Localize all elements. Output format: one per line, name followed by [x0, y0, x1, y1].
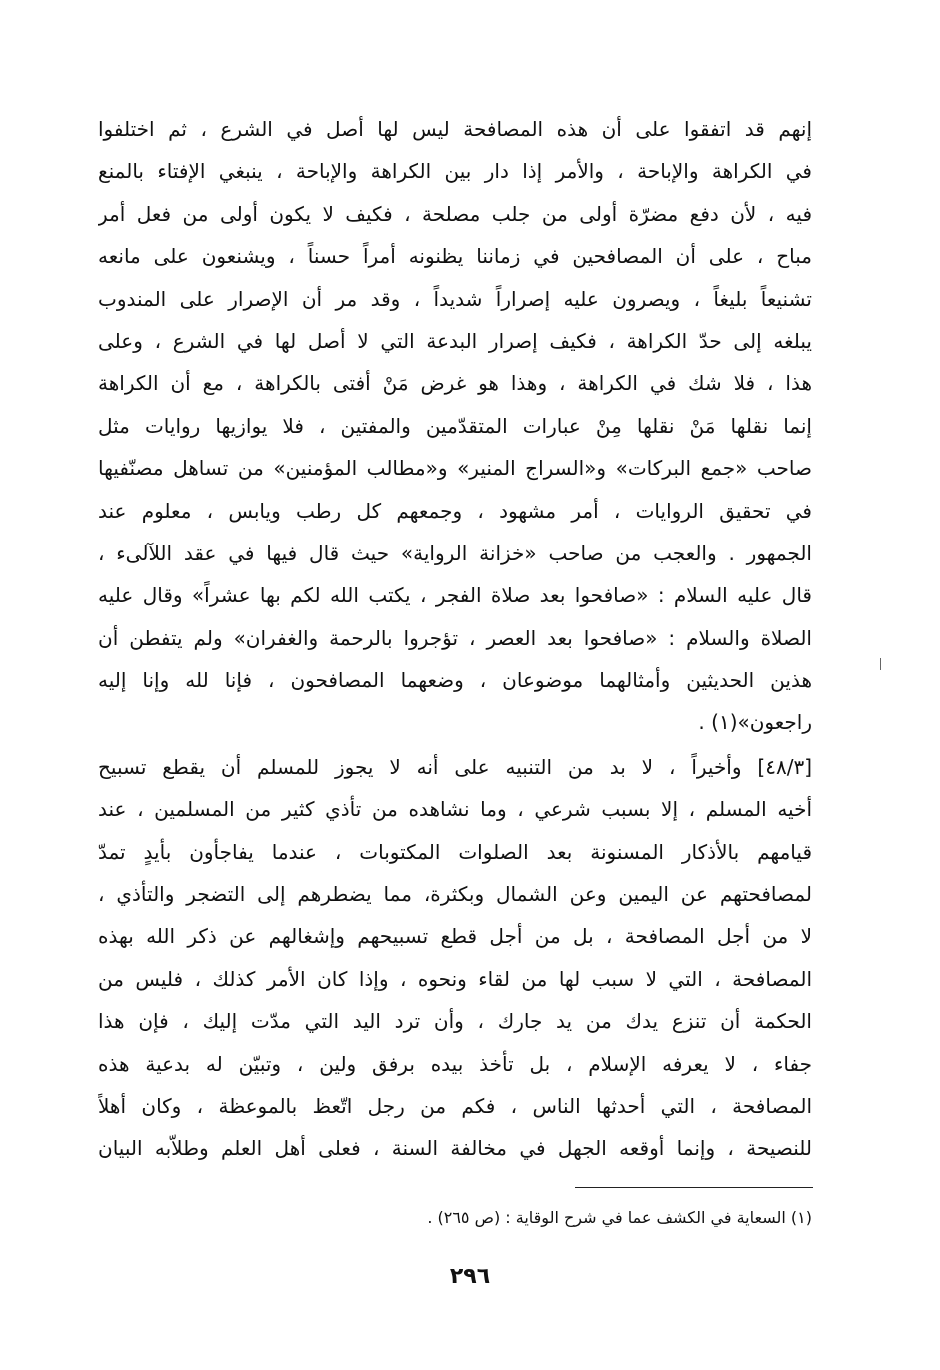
text-line: قال عليه السلام : «صافحوا بعد صلاة الفجر ، يكتب الله لكم بها عشراً» وقال عليه — [98, 583, 812, 608]
text-line: لا من أجل المصافحة ، بل من أجل قطع تسبيحهم وإشغالهم عن ذكر الله بهذه — [98, 924, 812, 949]
text-line: إنهم قد اتفقوا على أن هذه المصافحة ليس لها أصل في الشرع ، ثم اختلفوا — [98, 117, 812, 141]
text-line: في تحقيق الروايات ، أمر مشهود ، وجمعهم كل رطب ويابس ، معلوم عند — [98, 498, 812, 523]
text-line: هذين الحديثين وأمثالهما موضوعان ، وضعهما المصافحون ، فإنا لله وإنا إليه — [98, 668, 812, 693]
text-line: يبلغه إلى حدّ الكراهة ، فكيف إصرار البدعة التي لا أصل لها في الشرع ، وعلى — [98, 328, 812, 353]
text-line: الجمهور . والعجب من صاحب «خزانة الرواية» حيث قال فيها في عقد اللآلىء ، — [98, 540, 812, 565]
text-line: أخيه المسلم ، إلا بسبب شرعي ، وما نشاهده من تأذي كثير من المسلمين ، عند — [98, 797, 812, 822]
text-line: فيه ، لأن دفع مضرّة أولى من جلب مصلحة ، فكيف لا يكون أولى من فعل أمر — [98, 201, 812, 226]
paragraph-2 — [98, 746, 812, 1170]
text-line: راجعون»(١) . — [698, 710, 812, 735]
footnote: (١) السعاية في الكشف عما في شرح الوقاية : (ص ٢٦٥) . — [427, 1208, 812, 1227]
text-line: إنما نقلها مَنْ نقلها مِنْ عبارات المتقدّمين والمفتين ، فلا يوازيها روايات مثل — [98, 413, 812, 438]
text-line: صاحب «جمع البركات» و«السراج المنير» و«مطالب المؤمنين» من تساهل مصنّفيها — [98, 456, 812, 481]
text-line: لمصافحتهم عن اليمين وعن الشمال وبكثرة، مما يضطرهم إلى التضجر والتأذي ، — [98, 882, 812, 907]
text-line: مباح ، على أن المصافحين في زماننا يظنونه أمراً حسناً ، ويشنعون على مانعه — [98, 244, 812, 269]
text-line: المصافحة ، التي أحدثها الناس ، فكم من رجل اتّعظ بالموعظة ، وكان أهلاً — [98, 1093, 812, 1118]
text-line: الصلاة والسلام : «صافحوا بعد العصر ، تؤجروا بالرحمة والغفران» ولم يتفطن أن — [98, 625, 812, 650]
page-number: ٢٩٦ — [449, 1264, 491, 1289]
footnote-divider — [575, 1187, 813, 1188]
text-line: الحكمة أن تنزع يدك من يد جارك ، وأن ترد اليد التي مدّت إليك ، فإن هذا — [98, 1009, 812, 1034]
text-line: تشنيعاً بليغاً ، ويصرون عليه إصراراً شديداً ، وقد مر أن الإصرار على المندوب — [98, 286, 812, 311]
text-line: قيامهم بالأذكار المسنونة بعد الصلوات المكتوبات ، عندما يفاجأون بأيدٍ تمدّ — [98, 839, 812, 864]
text-line: هذا ، فلا شك في الكراهة ، وهذا هو غرض مَنْ أفتى بالكراهة ، مع أن الكراهة — [98, 371, 812, 396]
text-line: [٤٨/٣] وأخيراً ، لا بد من التنبيه على أنه لا يجوز للمسلم أن يقطع تسبيح — [98, 754, 812, 779]
text-line: المصافحة ، التي لا سبب لها من لقاء ونحوه ، وإذا كان الأمر كذلك ، فليس من — [98, 966, 812, 991]
text-line: في الكراهة والإباحة ، والأمر إذا دار بين الكراهة والإباحة ، ينبغي الإفتاء بالمنع — [98, 159, 812, 184]
paragraph-1 — [98, 108, 812, 744]
margin-mark — [880, 658, 881, 670]
text-line: للنصيحة ، وإنما أوقعه الجهل في مخالفة السنة ، فعلى أهل العلم وطلاّبه البيان — [98, 1136, 812, 1161]
text-line: جفاء ، لا يعرفه الإسلام ، بل تأخذ بيده برفق ولين ، وتبيّن له بدعية هذه — [98, 1051, 812, 1076]
main-text — [98, 108, 812, 1170]
